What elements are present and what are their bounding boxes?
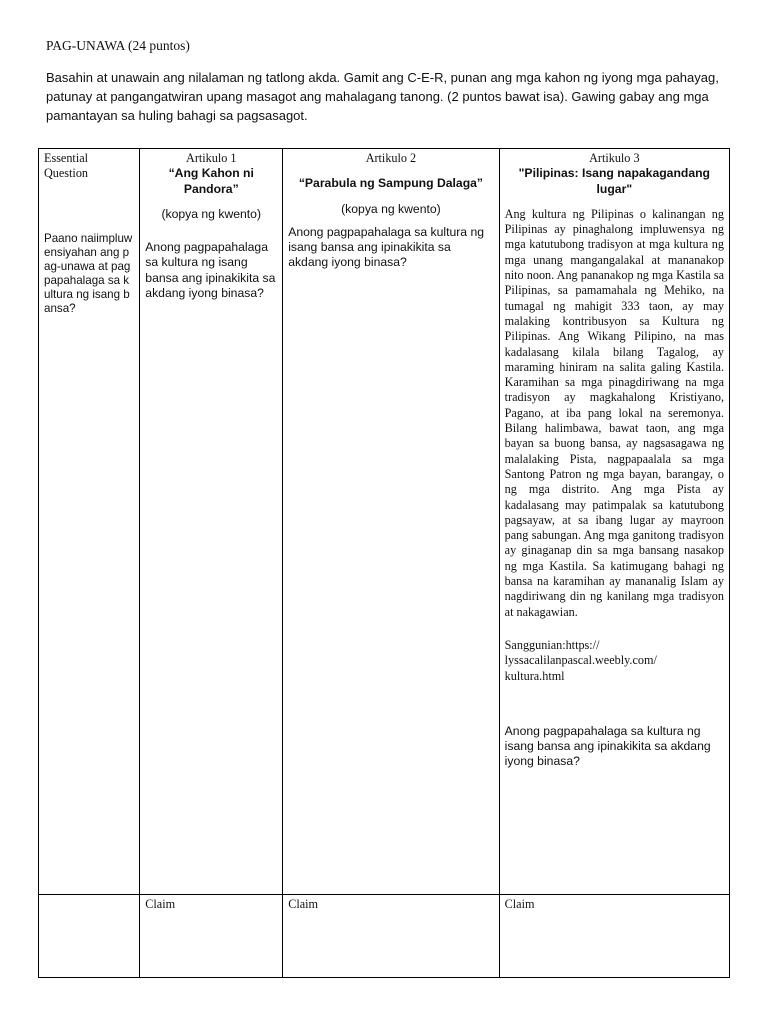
source-url-line-1: lyssacalilanpascal.weebly.com/ [504,653,657,668]
claim-row [39,895,730,978]
claim-label: Claim [288,897,318,911]
article-2-cell [283,149,499,895]
article-2-copy-note: (kopya ng kwento) [341,201,441,216]
article-2-heading: Artikulo 2 [365,151,417,165]
article-2-title: “Parabula ng Sampung Dalaga” [298,176,484,191]
article-1-heading: Artikulo 1 [186,151,237,165]
article-3-cell [499,149,729,895]
claim-label: Claim [504,897,535,911]
article-1-title: “Ang Kahon ni Pandora” [168,166,254,196]
claim-label: Claim [145,897,176,911]
article-3-heading: Artikulo 3 [589,151,640,165]
article-3-question: Anong pagpapahalaga sa kultura ng isang bansa ang ipinakikita sa akdang iyong binasa? [504,723,711,769]
article-3-title: "Pilipinas: Isang napakagandang lugar" [518,166,710,196]
page-title: PAG-UNAWA (24 puntos) [46,38,190,53]
cer-table [38,148,730,978]
claim-cell-3[interactable] [499,895,729,978]
article-3-body: Ang kultura ng Pilipinas o kalinangan ng Pilipinas ay pinaghalong impluwensya ng mga katutubong tradisyon at mga kultura ng mga unang mangangalakal at mananakop nito noon. Ang pananakop ng mga Kastila sa Pilipinas, sa pamamahala ng Mehiko, na tumagal ng mahigit 333 taon, ay may malaking kontribusyon sa Kultura ng Pilipinas. Ang Wikang Pilipino, na mas kadalasang kilala bilang Tagalog, ay maraming hiniram na salita galing Kastila. Karamihan sa mga pinagdiriwang na mga tradisyon ay magkahalong Kristiyano, Pagano, at iba pang lokal na seremonya. Bilang halimbawa, bawat taon, ang mga bayan sa buong bansa, ay nagsasagawa ng malalaking Pista, nagpapaalala sa mga Santong Patron ng mga bayan, barangay, o ng mga distrito. Ang mga Pista ay kadalasang may patimpalak sa katutubong pagsayaw, at sa ibang lugar ay mayroon pang sabungan. Ang mga ganitong tradisyon ay ginaganap din sa mga bansang nasakop ng mga Kastila. Sa katimugang bahagi ng bansa na karamihan ay mananalig Islam ay nagdiriwang din ng kanilang mga tradisyon at nakagawian. [504,206,724,619]
article-1-cell [140,149,283,895]
essential-question-cell [39,149,140,895]
article-1-copy-note: (kopya ng kwento) [161,206,262,221]
claim-cell-2[interactable] [283,895,499,978]
instructions: Basahin at unawain ang nilalaman ng tatlong akda. Gamit ang C-E-R, punan ang mga kahon ng iyong mga pahayag, patunay at pangangatwiran upang masagot ang mahalagang tanong. (2 puntos bawat isa). Gawing gabay ang mga pamantayan sa huling bahagi sa pagsasagot. [46,70,719,123]
source-url-line-2: kultura.html [504,668,565,683]
article-1-question: Anong pagpapahalaga sa kultura ng isang bansa ang ipinakikita sa akdang iyong binasa? [145,240,276,301]
essential-question-text: Paano naiimpluwensiyahan ang pag-unawa at pagpapahalaga sa kultura ng isang bansa? [44,231,133,315]
source-label: Sanggunian:https:// [504,637,600,652]
claim-row-label-cell [39,895,140,978]
claim-cell-1[interactable] [140,895,283,978]
article-row [39,149,730,895]
article-2-question: Anong pagpapahalaga sa kultura ng isang bansa ang ipinakikita sa akdang iyong binasa? [288,224,485,270]
essential-question-heading: Essential Question [44,151,89,181]
